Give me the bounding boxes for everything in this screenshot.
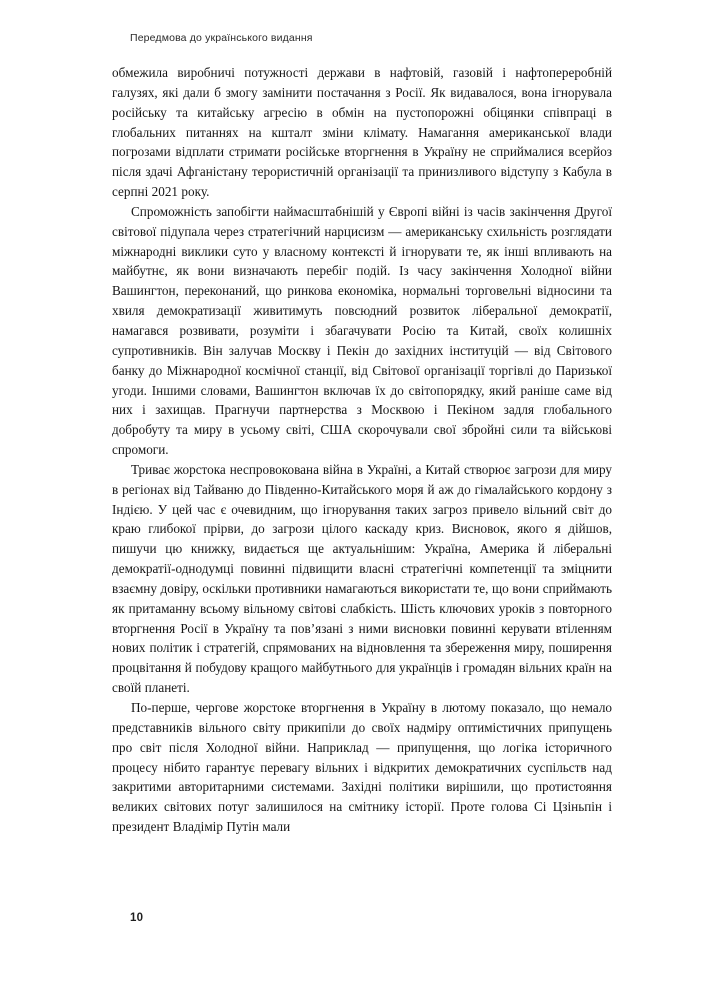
paragraph: Спроможність запобігти наймасштабнішій у Європі війні із часів закінчення Другої світової підупала через стратегічний нарцисизм — американську схильність розглядати міжнародні виклики суто у власному контексті й ігнорувати те, як інші впливають на майбутнє, як вони визначають перебіг подій. Із часу закінчення Холодної війни Вашингтон, переконаний, що ринкова економіка, нормальні торговельні відносини та хвиля демократизації живитимуть повсюдний розвиток ліберальної демократії, намагався розвивати, розуміти і збагачувати Росію та Китай, своїх колишніх супротивників. Він залучав Москву і Пекін до західних інституцій — від Світового банку до Міжнародної космічної станції, від Світової організації торгівлі до Паризької угоди. Іншими словами, Вашингтон включав їх до світопорядку, який раніше саме від них і захищав. Прагнучи партнерства з Москвою і Пекіном задля глобального добробуту та миру в усьому світі, США скорочували свої збройні сили та військові спромоги. [112, 203, 612, 458]
paragraph: По-перше, чергове жорстоке вторгнення в Україну в лютому показало, що немало представників вільного світу прикипіли до своїх надміру оптимістичних припущень про світ після Холодної війни. Наприклад — припущення, що логіка історичного процесу нібито гарантує перевагу вільних і відкритих демократичних суспільств над закритими авторитарними системами. Західні політики вирішили, що протистояння великих світових потуг залишилося на смітнику історії. Проте голова Сі Цзіньпін і президент Владімір Путін мали [112, 700, 612, 835]
body-text-block [112, 63, 612, 837]
paragraph: обмежила виробничі потужності держави в нафтовій, газовій і нафтопереробній галузях, які дали б змогу замінити постачання з Росії. Як видавалося, вона ігнорувала російську та китайську агресію в обмін на пустопорожні обіцянки співпраці в глобальних питаннях на кшталт зміни клімату. Намагання американської влади погрозами відплати стримати російське вторгнення в Україну не сприймалися всерйоз після здачі Афганістану терористичній організації та принизливого відступу з Кабула в серпні 2021 року. [112, 65, 612, 200]
page-number: 10 [130, 912, 144, 924]
running-head: Передмова до українського видання [130, 32, 313, 44]
paragraph: Триває жорстока неспровокована війна в Україні, а Китай створює загрози для миру в регіонах від Тайваню до Південно-Китайського моря й аж до гімалайського кордону з Індією. У цей час є очевидним, що ігнорування таких загроз привело вільний світ до краю глибокої прірви, до загрози цілого каскаду криз. Висновок, якого я дійшов, пишучи цю книжку, видається ще актуальнішим: Україна, Америка й ліберальні демократії-однодумці повинні підвищити власні стратегічні компетенції та зміцнити взаємну довіру, оскільки противники намагаються використати те, що вони сприймають як притаманну всьому вільному світові слабкість. Шість ключових уроків з повторного вторгнення Росії в Україну та пов’язані з ними висновки повинні керувати втіленням нових політик і стратегій, спрямованих на відновлення та збереження миру, поширення процвітання й побудову кращого майбутнього для українців і громадян вільних країн на своїй планеті. [112, 461, 612, 696]
